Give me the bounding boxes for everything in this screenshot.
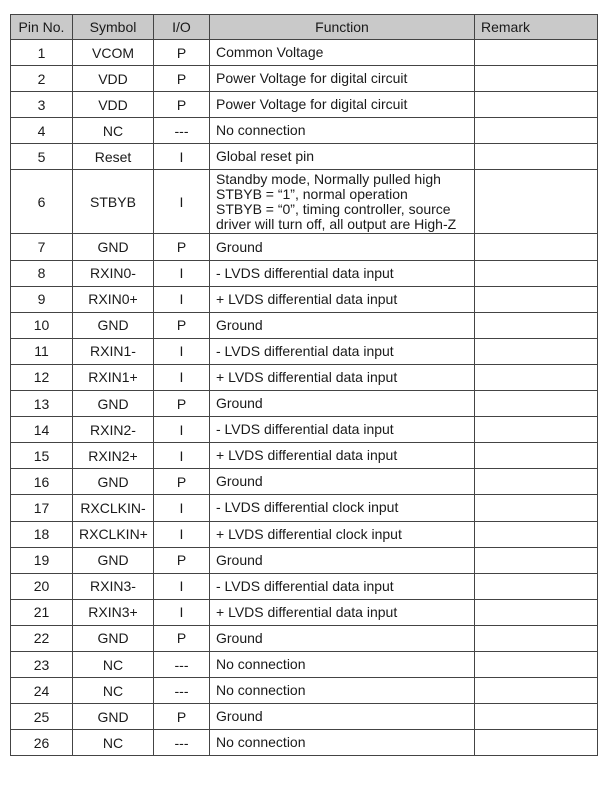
io-type-cell: P	[154, 92, 210, 118]
table-row	[11, 573, 598, 599]
io-type-cell: P	[154, 547, 210, 573]
symbol-cell: RXIN1-	[73, 338, 154, 364]
table-row	[11, 495, 598, 521]
io-type-cell: P	[154, 312, 210, 338]
symbol-cell: GND	[73, 469, 154, 495]
pin-number-cell: 19	[11, 547, 73, 573]
remark-cell	[475, 730, 598, 756]
pin-number-cell: 26	[11, 730, 73, 756]
symbol-cell: RXIN2+	[73, 443, 154, 469]
table-row	[11, 417, 598, 443]
pin-number-cell: 5	[11, 144, 73, 170]
function-cell: No connection	[210, 651, 475, 677]
pin-number-cell: 13	[11, 391, 73, 417]
io-type-cell: I	[154, 144, 210, 170]
function-cell: Common Voltage	[210, 40, 475, 66]
symbol-cell: VDD	[73, 66, 154, 92]
io-type-cell: P	[154, 625, 210, 651]
pin-number-cell: 6	[11, 170, 73, 234]
function-cell: No connection	[210, 118, 475, 144]
symbol-cell: NC	[73, 730, 154, 756]
symbol-cell: VCOM	[73, 40, 154, 66]
pin-number-cell: 4	[11, 118, 73, 144]
remark-cell	[475, 651, 598, 677]
remark-cell	[475, 364, 598, 390]
header-pin-no: Pin No.	[11, 15, 73, 40]
header-function: Function	[210, 15, 475, 40]
symbol-cell: VDD	[73, 92, 154, 118]
io-type-cell: I	[154, 260, 210, 286]
remark-cell	[475, 118, 598, 144]
table-body	[11, 40, 598, 756]
remark-cell	[475, 338, 598, 364]
io-type-cell: P	[154, 391, 210, 417]
pin-number-cell: 1	[11, 40, 73, 66]
table-row	[11, 40, 598, 66]
function-cell: Global reset pin	[210, 144, 475, 170]
io-type-cell: ---	[154, 118, 210, 144]
pin-number-cell: 25	[11, 704, 73, 730]
symbol-cell: GND	[73, 625, 154, 651]
table-row	[11, 730, 598, 756]
table-row	[11, 364, 598, 390]
function-cell: Ground	[210, 704, 475, 730]
function-cell: Power Voltage for digital circuit	[210, 66, 475, 92]
io-type-cell: I	[154, 495, 210, 521]
pin-number-cell: 9	[11, 286, 73, 312]
symbol-cell: GND	[73, 391, 154, 417]
function-cell: - LVDS differential clock input	[210, 495, 475, 521]
header-remark: Remark	[475, 15, 598, 40]
header-io: I/O	[154, 15, 210, 40]
table-row	[11, 391, 598, 417]
remark-cell	[475, 704, 598, 730]
pin-assignment-table	[10, 14, 598, 756]
io-type-cell: I	[154, 599, 210, 625]
symbol-cell: NC	[73, 678, 154, 704]
pin-number-cell: 21	[11, 599, 73, 625]
symbol-cell: RXIN1+	[73, 364, 154, 390]
table-row	[11, 704, 598, 730]
remark-cell	[475, 521, 598, 547]
symbol-cell: Reset	[73, 144, 154, 170]
function-cell: - LVDS differential data input	[210, 417, 475, 443]
io-type-cell: P	[154, 704, 210, 730]
table-row	[11, 443, 598, 469]
function-cell: - LVDS differential data input	[210, 260, 475, 286]
pin-number-cell: 16	[11, 469, 73, 495]
remark-cell	[475, 573, 598, 599]
table-row	[11, 234, 598, 260]
symbol-cell: RXIN0+	[73, 286, 154, 312]
header-row	[11, 15, 598, 40]
symbol-cell: STBYB	[73, 170, 154, 234]
table-row	[11, 599, 598, 625]
function-cell: + LVDS differential data input	[210, 364, 475, 390]
function-cell: Ground	[210, 469, 475, 495]
io-type-cell: I	[154, 443, 210, 469]
remark-cell	[475, 391, 598, 417]
io-type-cell: ---	[154, 651, 210, 677]
remark-cell	[475, 312, 598, 338]
symbol-cell: RXIN3-	[73, 573, 154, 599]
table-row	[11, 338, 598, 364]
function-cell: + LVDS differential data input	[210, 286, 475, 312]
function-cell: Ground	[210, 625, 475, 651]
remark-cell	[475, 678, 598, 704]
remark-cell	[475, 469, 598, 495]
symbol-cell: RXCLKIN+	[73, 521, 154, 547]
table-row	[11, 521, 598, 547]
symbol-cell: RXIN3+	[73, 599, 154, 625]
io-type-cell: ---	[154, 730, 210, 756]
header-symbol: Symbol	[73, 15, 154, 40]
remark-cell	[475, 547, 598, 573]
function-cell: Ground	[210, 312, 475, 338]
pin-number-cell: 18	[11, 521, 73, 547]
table-row	[11, 625, 598, 651]
remark-cell	[475, 286, 598, 312]
io-type-cell: P	[154, 234, 210, 260]
symbol-cell: GND	[73, 704, 154, 730]
remark-cell	[475, 625, 598, 651]
pin-number-cell: 20	[11, 573, 73, 599]
table-row	[11, 144, 598, 170]
symbol-cell: RXIN0-	[73, 260, 154, 286]
pin-number-cell: 10	[11, 312, 73, 338]
pin-number-cell: 7	[11, 234, 73, 260]
function-cell: Standby mode, Normally pulled high STBYB = “1”, normal operation STBYB = “0”, timing controller, source driver will turn off, all output are High-Z	[210, 170, 475, 234]
remark-cell	[475, 92, 598, 118]
symbol-cell: GND	[73, 547, 154, 573]
function-cell: Ground	[210, 391, 475, 417]
pin-number-cell: 15	[11, 443, 73, 469]
table-row	[11, 286, 598, 312]
function-cell: - LVDS differential data input	[210, 338, 475, 364]
pin-number-cell: 17	[11, 495, 73, 521]
table-row	[11, 651, 598, 677]
remark-cell	[475, 417, 598, 443]
symbol-cell: NC	[73, 118, 154, 144]
table-row	[11, 118, 598, 144]
remark-cell	[475, 260, 598, 286]
remark-cell	[475, 40, 598, 66]
remark-cell	[475, 170, 598, 234]
table-row	[11, 92, 598, 118]
pin-number-cell: 12	[11, 364, 73, 390]
symbol-cell: GND	[73, 234, 154, 260]
remark-cell	[475, 495, 598, 521]
remark-cell	[475, 599, 598, 625]
io-type-cell: ---	[154, 678, 210, 704]
remark-cell	[475, 144, 598, 170]
symbol-cell: GND	[73, 312, 154, 338]
pin-number-cell: 11	[11, 338, 73, 364]
table-header	[11, 15, 598, 40]
table-row	[11, 469, 598, 495]
io-type-cell: P	[154, 40, 210, 66]
symbol-cell: NC	[73, 651, 154, 677]
io-type-cell: P	[154, 469, 210, 495]
pin-number-cell: 2	[11, 66, 73, 92]
function-cell: Power Voltage for digital circuit	[210, 92, 475, 118]
io-type-cell: I	[154, 286, 210, 312]
pin-number-cell: 3	[11, 92, 73, 118]
function-cell: + LVDS differential data input	[210, 599, 475, 625]
remark-cell	[475, 443, 598, 469]
function-cell: No connection	[210, 730, 475, 756]
io-type-cell: I	[154, 338, 210, 364]
remark-cell	[475, 66, 598, 92]
table-row	[11, 312, 598, 338]
io-type-cell: P	[154, 66, 210, 92]
io-type-cell: I	[154, 521, 210, 547]
function-cell: Ground	[210, 547, 475, 573]
table-row	[11, 170, 598, 234]
function-cell: Ground	[210, 234, 475, 260]
table-row	[11, 547, 598, 573]
pin-number-cell: 14	[11, 417, 73, 443]
table-row	[11, 66, 598, 92]
symbol-cell: RXCLKIN-	[73, 495, 154, 521]
io-type-cell: I	[154, 364, 210, 390]
pin-number-cell: 23	[11, 651, 73, 677]
remark-cell	[475, 234, 598, 260]
table-row	[11, 678, 598, 704]
function-cell: - LVDS differential data input	[210, 573, 475, 599]
pin-number-cell: 22	[11, 625, 73, 651]
pin-number-cell: 8	[11, 260, 73, 286]
function-cell: No connection	[210, 678, 475, 704]
table-row	[11, 260, 598, 286]
pin-number-cell: 24	[11, 678, 73, 704]
symbol-cell: RXIN2-	[73, 417, 154, 443]
function-cell: + LVDS differential data input	[210, 443, 475, 469]
io-type-cell: I	[154, 170, 210, 234]
io-type-cell: I	[154, 573, 210, 599]
io-type-cell: I	[154, 417, 210, 443]
function-cell: + LVDS differential clock input	[210, 521, 475, 547]
